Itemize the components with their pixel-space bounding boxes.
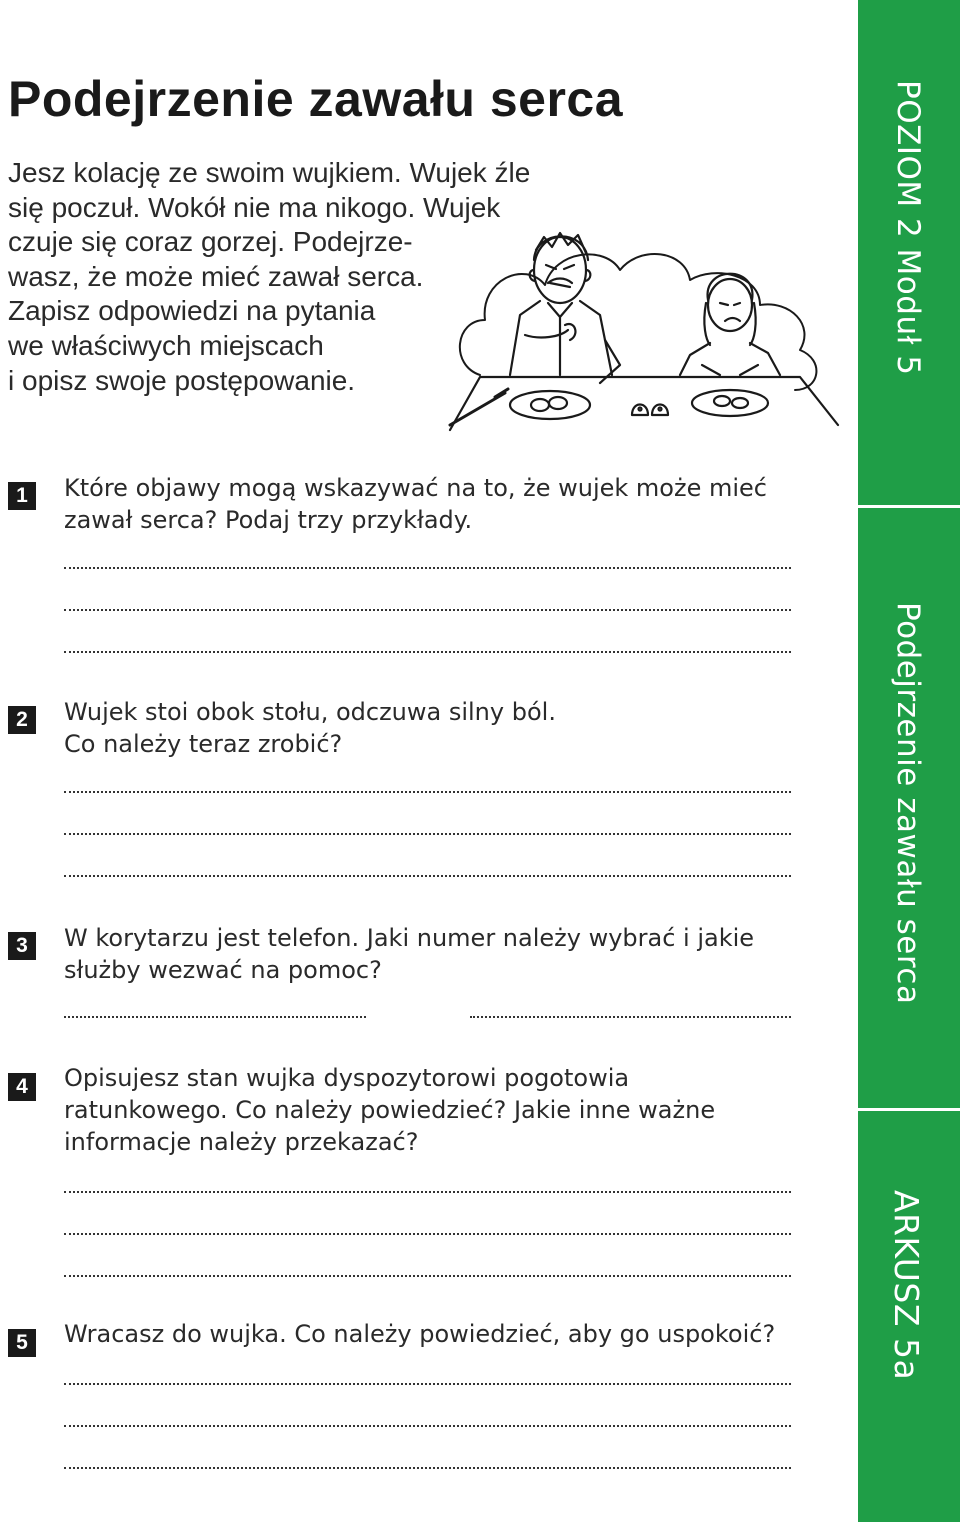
question-line: Wracasz do wujka. Co należy powiedzieć, aby go uspokoić? [64,1320,776,1348]
answer-line[interactable] [64,1275,791,1277]
intro-line: wasz, że może mieć zawał serca. [8,260,424,292]
intro-line: się poczuł. Wokół nie ma nikogo. Wujek [8,191,501,223]
answer-line[interactable] [64,609,791,611]
sidebar-level-label: POZIOM 2 Moduł 5 [890,80,926,376]
sidebar-divider [858,505,960,508]
answer-line[interactable] [64,875,791,877]
question-text [64,1062,824,1158]
sidebar-topic-label: Podejrzenie zawału serca [890,602,926,1005]
question-line: Co należy teraz zrobić? [64,730,343,758]
answer-line[interactable] [64,567,791,569]
question-text [64,922,824,986]
question-line: służby wezwać na pomoc? [64,956,382,984]
answer-line[interactable] [64,1383,791,1385]
question-number: 2 [8,706,36,734]
question-text [64,696,824,760]
sidebar-sheet-label: ARKUSZ 5a [887,1190,926,1381]
intro-line: Jesz kolację ze swoim wujkiem. Wujek źle [8,157,531,188]
question-number: 1 [8,482,36,510]
intro-line: we właściwych miejscach [8,329,324,361]
question-text [64,472,824,536]
question-line: Opisujesz stan wujka dyspozytorowi pogotowia [64,1064,630,1092]
question-line: Które objawy mogą wskazywać na to, że wujek może mieć [64,474,767,502]
question-number: 5 [8,1329,36,1357]
question-line: ratunkowego. Co należy powiedzieć? Jakie inne ważne [64,1096,716,1124]
answer-line-services[interactable] [470,1016,791,1018]
page-title: Podejrzenie zawału serca [8,71,624,127]
intro-line: czuje się coraz gorzej. Podejrze- [8,226,413,258]
question-number: 4 [8,1073,36,1101]
answer-line[interactable] [64,1425,791,1427]
sidebar-divider [858,1108,960,1111]
answer-line[interactable] [64,1233,791,1235]
question-text [64,1318,824,1350]
answer-line[interactable] [64,1191,791,1193]
intro-line: i opisz swoje postępowanie. [8,364,356,396]
answer-line-number[interactable] [64,1016,366,1018]
dinner-illustration [440,225,845,440]
question-line: informacje należy przekazać? [64,1128,419,1156]
answer-line[interactable] [64,833,791,835]
answer-line[interactable] [64,791,791,793]
answer-line[interactable] [64,1467,791,1469]
question-line: W korytarzu jest telefon. Jaki numer należy wybrać i jakie [64,924,755,952]
question-line: zawał serca? Podaj trzy przykłady. [64,506,473,534]
question-line: Wujek stoi obok stołu, odczuwa silny ból. [64,698,556,726]
answer-line[interactable] [64,651,791,653]
intro-line: Zapisz odpowiedzi na pytania [8,295,376,327]
question-number: 3 [8,932,36,960]
